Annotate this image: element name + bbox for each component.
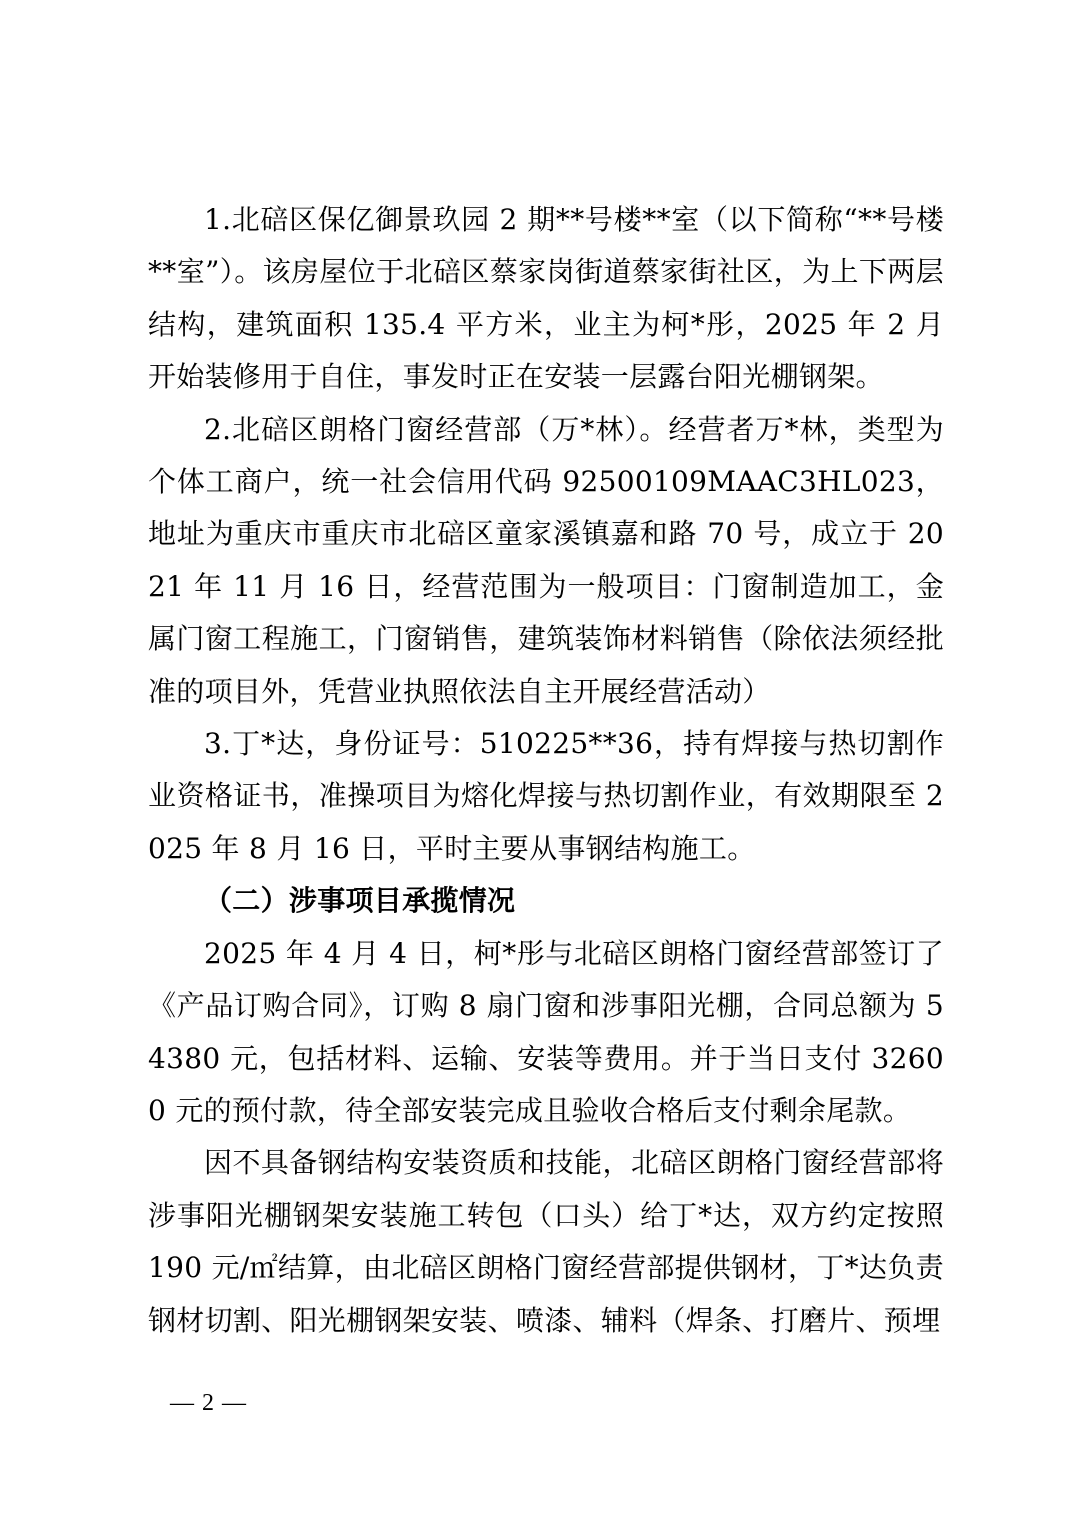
document-body [148, 194, 944, 1347]
paragraph-5: 因不具备钢结构安装资质和技能，北碚区朗格门窗经营部将涉事阳光棚钢架安装施工转包（口头）给丁*达，双方约定按照 190 元/㎡结算，由北碚区朗格门窗经营部提供钢材，丁*达负责钢材切割、阳光棚钢架安装、喷漆、辅料（焊条、打磨片、预埋 [148, 1146, 944, 1337]
section-heading: （二）涉事项目承揽情况 [204, 884, 516, 918]
paragraph-1: 1.北碚区保亿御景玖园 2 期**号楼**室（以下简称“**号楼**室”）。该房屋位于北碚区蔡家岗街道蔡家街社区，为上下两层结构，建筑面积 135.4 平方米，业主为柯*彤，2025 年 2 月开始装修用于自住，事发时正在安装一层露台阳光棚钢架。 [148, 203, 944, 394]
paragraph-2: 2.北碚区朗格门窗经营部（万*林）。经营者万*林，类型为个体工商户，统一社会信用代码 92500109MAAC3HL023，地址为重庆市重庆市北碚区童家溪镇嘉和路 70 号，成立于 2021 年 11 月 16 日，经营范围为一般项目：门窗制造加工，金属门窗工程施工，门窗销售，建筑装饰材料销售（除依法须经批准的项目外，凭营业执照依法自主开展经营活动） [148, 412, 944, 708]
page-number: — 2 — [170, 1390, 247, 1416]
paragraph-3: 3.丁*达，身份证号：510225**36，持有焊接与热切割作业资格证书，准操项目为熔化焊接与热切割作业，有效期限至 2025 年 8 月 16 日，平时主要从事钢结构施工。 [148, 727, 944, 865]
paragraph-4: 2025 年 4 月 4 日，柯*彤与北碚区朗格门窗经营部签订了《产品订购合同》，订购 8 扇门窗和涉事阳光棚，合同总额为 54380 元，包括材料、运输、安装等费用。并于当日支付 32600 元的预付款，待全部安装完成且验收合格后支付剩余尾款。 [148, 936, 944, 1127]
